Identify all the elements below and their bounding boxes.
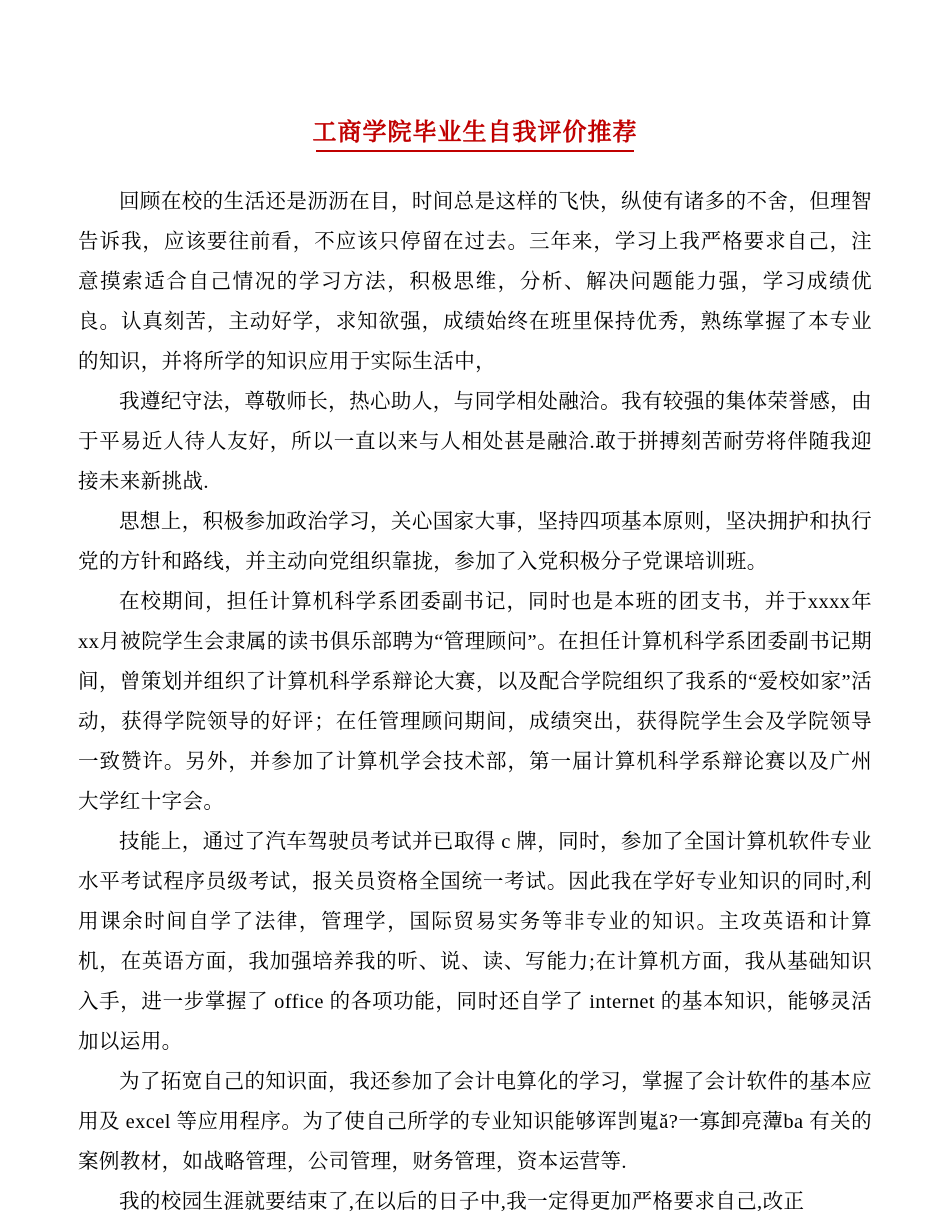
paragraph-5: 技能上，通过了汽车驾驶员考试并已取得 c 牌，同时，参加了全国计算机软件专业水平考试程序员级考试，报关员资格全国统一考试。因此我在学好专业知识的同时,利用课余时间自学了法律，管理学，国际贸易实务等非专业的知识。主攻英语和计算机，在英语方面，我加强培养我的听、说、读、写能力;在计算机方面，我从基础知识入手，进一步掌握了 office 的各项功能，同时还自学了 internet 的基本知识，能够灵活加以运用。 [78, 831, 872, 1053]
paragraph-6: 为了拓宽自己的知识面，我还参加了会计电算化的学习，掌握了会计软件的基本应用及 excel 等应用程序。为了使自己所学的专业知识能够诨剀嵬ǎ?一寡卸亮藫ba 有关的案例教材，如战略管理，公司管理，财务管理，资本运营等. [78, 1071, 872, 1173]
paragraph-2: 我遵纪守法，尊敬师长，热心助人，与同学相处融洽。我有较强的集体荣誉感，由于平易近人待人友好，所以一直以来与人相处甚是融洽.敢于拼搏刻苦耐劳将伴随我迎接未来新挑战. [78, 391, 872, 493]
document-body [78, 182, 872, 1222]
page-title-text: 工商学院毕业生自我评价推荐 [312, 120, 638, 146]
paragraph-7: 我的校园生涯就要结束了,在以后的日子中,我一定得更加严格要求自己,改正 [119, 1191, 805, 1213]
title-underline [316, 150, 634, 152]
page-title [78, 0, 872, 152]
paragraph-4: 在校期间，担任计算机科学系团委副书记，同时也是本班的团支书，并于xxxx年xx月被院学生会隶属的读书俱乐部聘为“管理顾问”。在担任计算机科学系团委副书记期间，曾策划并组织了计算机科学系辩论大赛，以及配合学院组织了我系的“爱校如家”活动，获得学院领导的好评；在任管理顾问期间，成绩突出，获得院学生会及学院领导一致赞许。另外，并参加了计算机学会技术部，第一届计算机科学系辩论赛以及广州大学红十字会。 [78, 591, 872, 813]
paragraph-3: 思想上，积极参加政治学习，关心国家大事，坚持四项基本原则，坚决拥护和执行党的方针和路线，并主动向党组织靠拢，参加了入党积极分子党课培训班。 [78, 511, 872, 573]
paragraph-1: 回顾在校的生活还是沥沥在目，时间总是这样的飞快，纵使有诸多的不舍，但理智告诉我，应该要往前看，不应该只停留在过去。三年来，学习上我严格要求自己，注意摸索适合自己情况的学习方法，积极思维，分析、解决问题能力强，学习成绩优良。认真刻苦，主动好学，求知欲强，成绩始终在班里保持优秀，熟练掌握了本专业的知识，并将所学的知识应用于实际生活中， [78, 191, 872, 373]
